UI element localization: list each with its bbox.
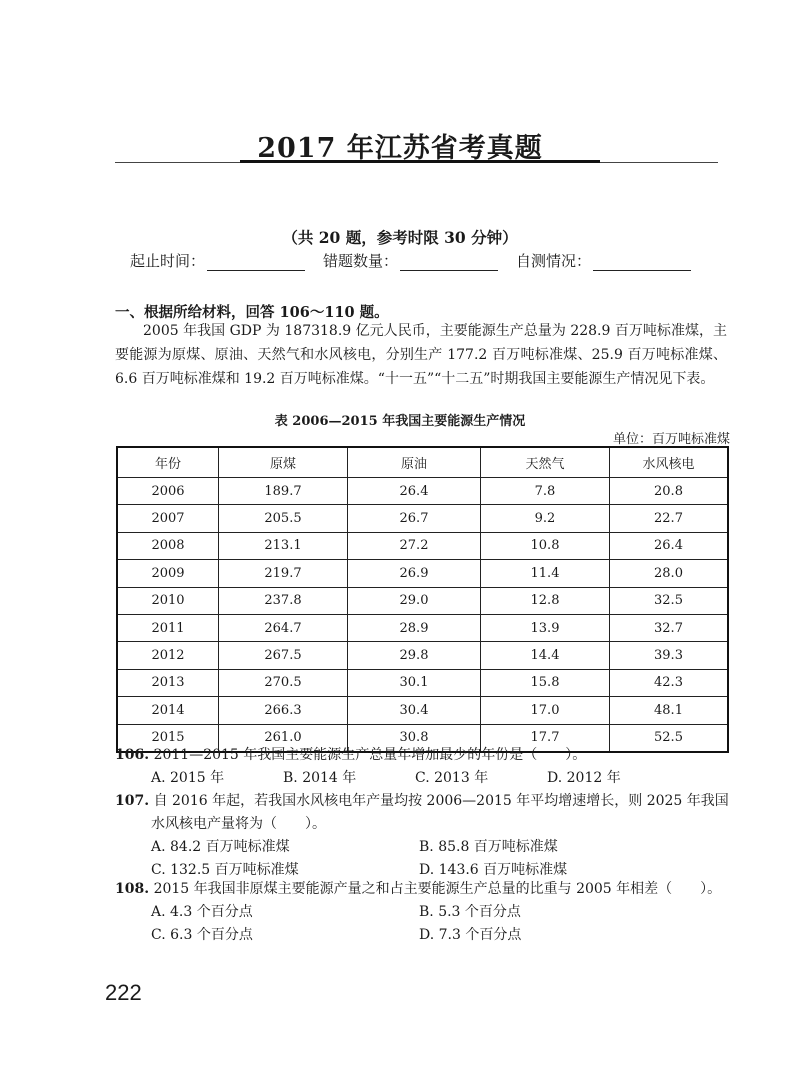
table-cell: 29.8: [348, 642, 481, 669]
table-cell: 189.7: [219, 478, 348, 505]
page-number: 222: [105, 980, 142, 1005]
question-number: 108.: [115, 881, 150, 897]
table-row: [117, 614, 728, 641]
table-cell: 270.5: [219, 669, 348, 696]
energy-production-table: [116, 446, 729, 753]
table-cell: 20.8: [610, 478, 729, 505]
wrong-count-field: [323, 250, 498, 271]
table-cell: 30.4: [348, 697, 481, 724]
table-unit: 单位：百万吨标准煤: [612, 432, 730, 447]
exam-subtitle: （共 20 题，参考时限 30 分钟）: [282, 228, 518, 247]
header-cell: 天然气: [481, 447, 610, 478]
table-row: [117, 697, 728, 724]
table-cell: 26.4: [348, 478, 481, 505]
option-d[interactable]: D. 143.6 百万吨标准煤: [419, 862, 568, 878]
table-cell: 27.2: [348, 532, 481, 559]
table-cell: 39.3: [610, 642, 729, 669]
table-row: [117, 532, 728, 559]
option-b[interactable]: B. 2014 年: [283, 770, 357, 786]
table-cell: 29.0: [348, 587, 481, 614]
table-cell: 48.1: [610, 697, 729, 724]
option-b[interactable]: B. 85.8 百万吨标准煤: [419, 839, 558, 855]
header-cell: 水风核电: [610, 447, 729, 478]
question-106: [115, 744, 735, 790]
question-number: 106.: [115, 747, 150, 763]
table-cell: 14.4: [481, 642, 610, 669]
table-cell: 264.7: [219, 614, 348, 641]
table-cell: 2009: [117, 560, 219, 587]
table-cell: 28.0: [610, 560, 729, 587]
section-heading: 一、根据所给材料，回答 106～110 题。: [115, 304, 389, 321]
table-cell: 32.5: [610, 587, 729, 614]
table-cell: 219.7: [219, 560, 348, 587]
field-label: 起止时间：: [130, 252, 206, 270]
table-cell: 52.5: [610, 724, 729, 752]
table-cell: 205.5: [219, 505, 348, 532]
table-cell: 2012: [117, 642, 219, 669]
start-end-time-field: [130, 250, 305, 271]
option-b[interactable]: B. 5.3 个百分点: [419, 904, 521, 920]
option-a[interactable]: A. 4.3 个百分点: [151, 904, 253, 920]
fill-in-blank[interactable]: [207, 252, 305, 271]
question-107: [115, 790, 735, 882]
table-caption: 表 2006—2015 年我国主要能源生产情况: [274, 414, 526, 429]
question-text: 自 2016 年起，若我国水风核电年产量均按 2006—2015 年平均增速增长，则 2025 年我国水风核电产量将为（ ）。: [151, 793, 729, 832]
table-cell: 26.9: [348, 560, 481, 587]
option-c[interactable]: C. 6.3 个百分点: [151, 927, 253, 943]
material-paragraph: 2005 年我国 GDP 为 187318.9 亿元人民币，主要能源生产总量为 228.9 百万吨标准煤，主要能源为原煤、原油、天然气和水风核电，分别生产 177.2 百万吨标准煤、25.9 百万吨标准煤、6.6 百万吨标准煤和 19.2 百万吨标准煤。“十一五”“十二五”时期我国主要能源生产情况见下表。: [115, 323, 727, 387]
table-row: [117, 505, 728, 532]
question-number: 107.: [115, 793, 150, 809]
page-title: 2017 年江苏省考真题: [257, 133, 543, 164]
table-cell: 2008: [117, 532, 219, 559]
table-cell: 2015: [117, 724, 219, 752]
table-cell: 9.2: [481, 505, 610, 532]
table-cell: 267.5: [219, 642, 348, 669]
table-cell: 12.8: [481, 587, 610, 614]
header-cell: 年份: [117, 447, 219, 478]
option-d[interactable]: D. 2012 年: [547, 770, 621, 786]
table-row: [117, 478, 728, 505]
field-label: 自测情况：: [516, 252, 592, 270]
table-cell: 2007: [117, 505, 219, 532]
table-cell: 2014: [117, 697, 219, 724]
fill-in-blank[interactable]: [400, 252, 498, 271]
table-cell: 2011: [117, 614, 219, 641]
table-cell: 15.8: [481, 669, 610, 696]
question-text: 2015 年我国非原煤主要能源产量之和占主要能源生产总量的比重与 2005 年相差（ ）。: [153, 881, 722, 897]
table-cell: 11.4: [481, 560, 610, 587]
table-cell: 30.8: [348, 724, 481, 752]
table-row: [117, 669, 728, 696]
table-cell: 2013: [117, 669, 219, 696]
table-cell: 26.7: [348, 505, 481, 532]
table-cell: 7.8: [481, 478, 610, 505]
question-text: 2011—2015 年我国主要能源生产总量年增加最少的年份是（ ）。: [153, 747, 587, 763]
table-cell: 266.3: [219, 697, 348, 724]
title-rule-thick: [240, 160, 600, 163]
table-cell: 17.0: [481, 697, 610, 724]
table-cell: 237.8: [219, 587, 348, 614]
table-cell: 213.1: [219, 532, 348, 559]
question-108: [115, 878, 735, 947]
header-cell: 原煤: [219, 447, 348, 478]
table-cell: 32.7: [610, 614, 729, 641]
table-cell: 261.0: [219, 724, 348, 752]
table-cell: 10.8: [481, 532, 610, 559]
fill-in-blank[interactable]: [593, 252, 691, 271]
option-a[interactable]: A. 84.2 百万吨标准煤: [151, 839, 290, 855]
table-cell: 2006: [117, 478, 219, 505]
table-cell: 22.7: [610, 505, 729, 532]
table-row: [117, 642, 728, 669]
table-cell: 30.1: [348, 669, 481, 696]
table-row: [117, 560, 728, 587]
option-a[interactable]: A. 2015 年: [151, 770, 225, 786]
table-cell: 17.7: [481, 724, 610, 752]
table-cell: 28.9: [348, 614, 481, 641]
option-d[interactable]: D. 7.3 个百分点: [419, 927, 522, 943]
option-c[interactable]: C. 2013 年: [415, 770, 489, 786]
table-cell: 2010: [117, 587, 219, 614]
table-cell: 42.3: [610, 669, 729, 696]
table-cell: 26.4: [610, 532, 729, 559]
table-row: [117, 587, 728, 614]
self-check-fields: [130, 250, 730, 271]
table-cell: 13.9: [481, 614, 610, 641]
table-header-row: [117, 447, 728, 478]
header-cell: 原油: [348, 447, 481, 478]
self-assessment-field: [516, 250, 691, 271]
option-c[interactable]: C. 132.5 百万吨标准煤: [151, 862, 299, 878]
field-label: 错题数量：: [323, 252, 399, 270]
